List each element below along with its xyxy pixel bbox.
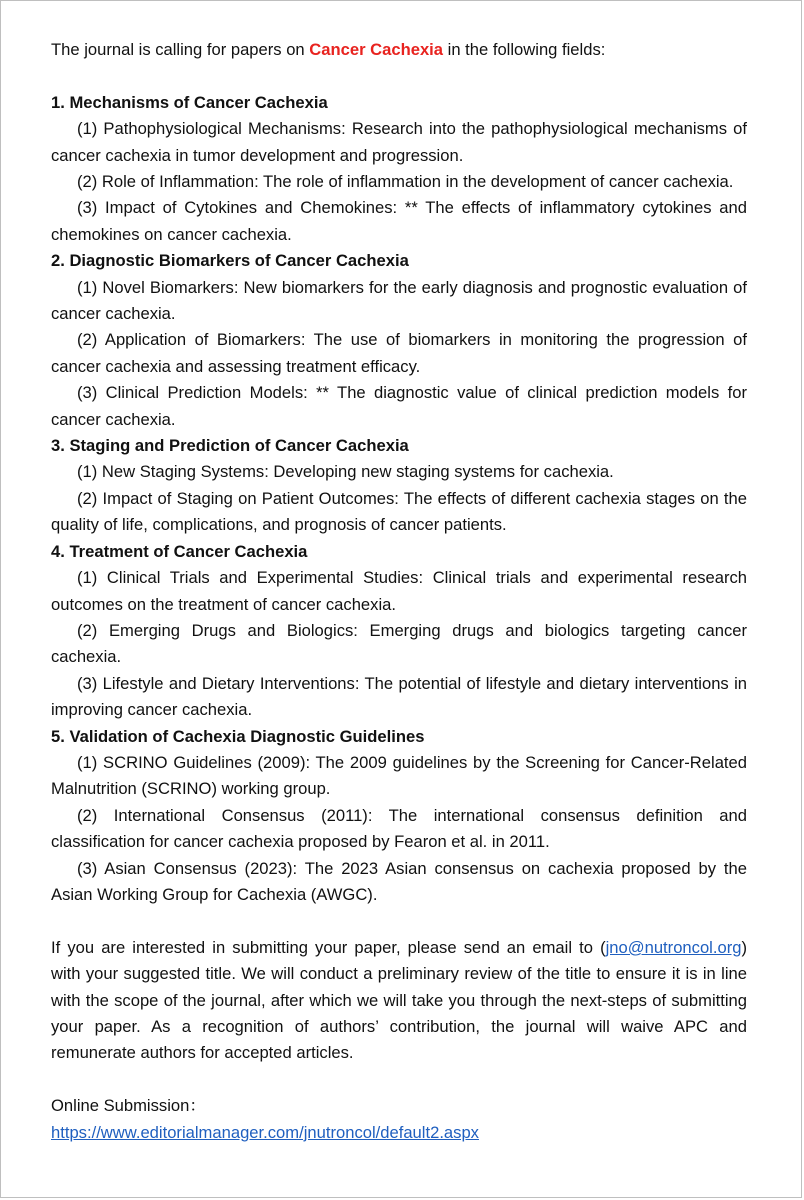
section-item: (1) New Staging Systems: Developing new staging systems for cachexia. — [77, 462, 614, 482]
section-title: 4. Treatment of Cancer Cachexia — [51, 541, 308, 561]
section-item: (3) Impact of Cytokines and Chemokines: ** The effects of inflammatory cytokines and chemokines on cancer cachexia. — [51, 198, 747, 244]
section-item: (2) Impact of Staging on Patient Outcomes: The effects of different cachexia stages on the quality of life, complications, and prognosis of cancer patients. — [51, 488, 747, 535]
submission-link[interactable]: https://www.editorialmanager.com/jnutroncol/default2.aspx — [51, 1122, 479, 1142]
section-item: (3) Lifestyle and Dietary Interventions: The potential of lifestyle and dietary interventions in improving cancer cachexia. — [51, 673, 747, 720]
fields-list — [51, 90, 747, 909]
section-item: (3) Clinical Prediction Models: ** The diagnostic value of clinical prediction models for cancer cachexia. — [51, 383, 747, 429]
section-item: (1) SCRINO Guidelines (2009): The 2009 guidelines by the Screening for Cancer-Related Malnutrition (SCRINO) working group. — [51, 752, 747, 799]
email-link[interactable]: jno@nutroncol.org — [605, 937, 742, 957]
section-title: 2. Diagnostic Biomarkers of Cancer Cachexia — [51, 251, 409, 271]
section-item: (2) Emerging Drugs and Biologics: Emerging drugs and biologics targeting cancer cachexia. — [51, 620, 747, 667]
section-item: (1) Novel Biomarkers: New biomarkers for the early diagnosis and prognostic evaluation of cancer cachexia. — [51, 277, 747, 324]
call-for-papers-document — [51, 37, 747, 1146]
section-title: 3. Staging and Prediction of Cancer Cachexia — [51, 436, 409, 456]
contact-text-before: If you are interested in submitting your paper, please send an email to ( — [51, 937, 606, 957]
online-submission — [51, 1093, 747, 1146]
section-item: (3) Asian Consensus (2023): The 2023 Asian consensus on cachexia proposed by the Asian Working Group for Cachexia (AWGC). — [51, 858, 747, 904]
section-item: (1) Clinical Trials and Experimental Studies: Clinical trials and experimental research outcomes on the treatment of cancer cachexia. — [51, 568, 747, 614]
intro-text-after: in the following fields: — [443, 40, 606, 59]
section-item: (2) International Consensus (2011): The international consensus definition and classification for cancer cachexia proposed by Fearon et al. in 2011. — [51, 805, 747, 852]
section-item: (2) Application of Biomarkers: The use of biomarkers in monitoring the progression of cancer cachexia and assessing treatment efficacy. — [51, 330, 747, 376]
contact-text-after: ) with your suggested title. We will conduct a preliminary review of the title to ensure it is in line with the scope of the journal, after which we will take you through the next-steps of submitting your paper. As a recognition of authors’ contribution, the journal will waive APC and remunerate authors for accepted articles. — [51, 937, 747, 1063]
submission-label: Online Submission： — [51, 1096, 206, 1116]
section-title: 5. Validation of Cachexia Diagnostic Guidelines — [51, 726, 425, 746]
section-item: (1) Pathophysiological Mechanisms: Research into the pathophysiological mechanisms of cancer cachexia in tumor development and progression. — [51, 119, 747, 165]
contact-paragraph — [51, 935, 747, 1067]
section-title: 1. Mechanisms of Cancer Cachexia — [51, 92, 328, 112]
section-item: (2) Role of Inflammation: The role of inflammation in the development of cancer cachexia. — [77, 172, 734, 192]
topic-highlight: Cancer Cachexia — [309, 40, 444, 59]
intro-text-before: The journal is calling for papers on — [51, 40, 310, 59]
intro-paragraph — [51, 37, 747, 63]
